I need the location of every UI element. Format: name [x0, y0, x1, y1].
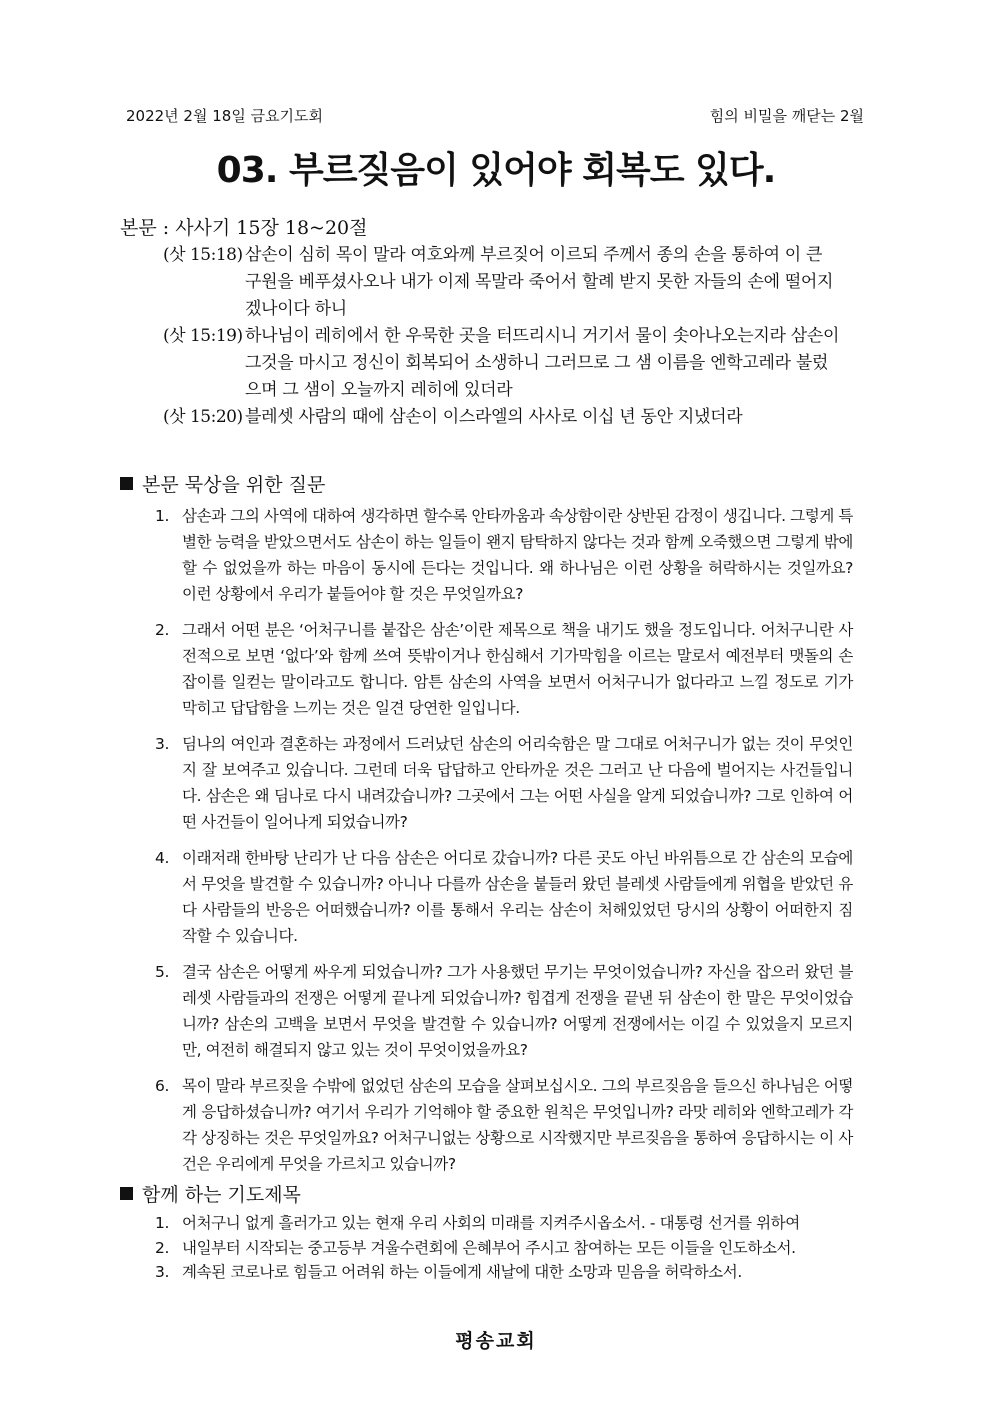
header-theme: 힘의 비밀을 깨닫는 2월 — [709, 107, 864, 125]
list-item — [155, 845, 853, 949]
list-item — [155, 1211, 855, 1236]
list-item — [155, 1236, 855, 1261]
item-text: 이래저래 한바탕 난리가 난 다음 삼손은 어디로 갔습니까? 다른 곳도 아닌 바위틈으로 간 삼손의 모습에서 무엇을 발견할 수 있습니까? 아니나 다를까 삼손을 붙들러 왔던 블레셋 사람들에게 위협을 받았던 유다 사람들의 반응은 어떠했습니까? 이를 통해서 우리는 삼손이 처해있었던 당시의 상황이 어떠한지 짐작할 수 있습니다. — [182, 849, 853, 945]
prayer-list — [155, 1211, 855, 1285]
item-number: 2. — [155, 1238, 169, 1257]
verse — [163, 242, 843, 323]
scripture-verses — [163, 242, 843, 431]
square-bullet-icon — [120, 1187, 133, 1200]
section-title: 함께 하는 기도제목 — [142, 1184, 301, 1206]
meditation-section-heading — [120, 470, 325, 497]
item-text: 내일부터 시작되는 중고등부 겨울수련회에 은혜부어 주시고 참여하는 모든 이들을 인도하소서. — [182, 1238, 796, 1257]
list-item — [155, 617, 853, 721]
verse — [163, 323, 843, 404]
item-number: 6. — [155, 1077, 169, 1095]
item-number: 4. — [155, 849, 169, 867]
item-text: 딤나의 여인과 결혼하는 과정에서 드러났던 삼손의 어리숙함은 말 그대로 어처구니가 없는 것이 무엇인지 잘 보여주고 있습니다. 그런데 더욱 답답하고 안타까운 것은 그러고 난 다음에 벌어지는 사건들입니다. 삼손은 왜 딤나로 다시 내려갔습니까? 그곳에서 그는 어떤 사실을 알게 되었습니까? 그로 인하여 어떤 사건들이 일어나게 되었습니까? — [182, 735, 853, 831]
item-number: 1. — [155, 507, 169, 525]
item-text: 결국 삼손은 어떻게 싸우게 되었습니까? 그가 사용했던 무기는 무엇이었습니까? 자신을 잡으러 왔던 블레셋 사람들과의 전쟁은 어떻게 끝나게 되었습니까? 힘겹게 전쟁을 끝낸 뒤 삼손이 한 말은 무엇이었습니까? 삼손의 고백을 보면서 무엇을 발견할 수 있습니까? 어떻게 전쟁에서는 이길 수 있었을지 모르지만, 여전히 해결되지 않고 있는 것이 무엇이었을까요? — [182, 963, 853, 1059]
item-text: 목이 말라 부르짖을 수밖에 없었던 삼손의 모습을 살펴보십시오. 그의 부르짖음을 들으신 하나님은 어떻게 응답하셨습니까? 여기서 우리가 기억해야 할 중요한 원칙은 무엇입니까? 라맛 레히와 엔학고레가 각각 상징하는 것은 무엇일까요? 어처구니없는 상황으로 시작했지만 부르짖음을 통하여 응답하시는 이 사건은 우리에게 무엇을 가르치고 있습니까? — [182, 1077, 853, 1173]
list-item — [155, 503, 853, 607]
verse-ref: (삿 15:20) — [163, 407, 243, 427]
item-text: 계속된 코로나로 힘들고 어려워 하는 이들에게 새날에 대한 소망과 믿음을 허락하소서. — [182, 1263, 742, 1281]
list-item — [155, 1073, 853, 1177]
list-item — [155, 1260, 855, 1285]
verse-text: 하나님이 레히에서 한 우묵한 곳을 터뜨리시니 거기서 물이 솟아나오는지라 삼손이 그것을 마시고 정신이 회복되어 소생하니 그러므로 그 샘 이름을 엔학고레라 불렀으며 그 샘이 오늘까지 레히에 있더라 — [245, 326, 840, 400]
list-item — [155, 731, 853, 835]
page-title: 03. 부르짖음이 있어야 회복도 있다. — [216, 150, 776, 191]
item-number: 3. — [155, 735, 169, 753]
verse-ref: (삿 15:19) — [163, 326, 243, 346]
item-number: 2. — [155, 621, 169, 639]
item-text: 삼손과 그의 사역에 대하여 생각하면 할수록 안타까움과 속상함이란 상반된 감정이 생깁니다. 그렇게 특별한 능력을 받았으면서도 삼손이 하는 일들이 왠지 탐탁하지 않다는 것과 함께 오죽했으면 그렇게 밖에 할 수 없었을까 하는 마음이 동시에 든다는 것입니다. 왜 하나님은 이런 상황을 허락하시는 것일까요? 이런 상황에서 우리가 붙들어야 할 것은 무엇일까요? — [182, 507, 853, 603]
list-item — [155, 959, 853, 1063]
verse — [163, 404, 843, 431]
item-text: 그래서 어떤 분은 ‘어처구니를 붙잡은 삼손’이란 제목으로 책을 내기도 했을 정도입니다. 어처구니란 사전적으로 보면 ‘없다’와 함께 쓰여 뜻밖이거나 한심해서 기가막힘을 이르는 말로서 예전부터 맷돌의 손잡이를 일컫는 말이라고도 합니다. 암튼 삼손의 사역을 보면서 어처구니가 없다라고 느낄 정도로 기가 막히고 답답함을 느끼는 것은 일견 당연한 일입니다. — [182, 621, 853, 717]
verse-ref: (삿 15:18) — [163, 245, 243, 265]
section-title: 본문 묵상을 위한 질문 — [142, 474, 326, 496]
verse-text: 삼손이 심히 목이 말라 여호와께 부르짖어 이르되 주께서 종의 손을 통하여 이 큰 구원을 베푸셨사오나 내가 이제 목말라 죽어서 할례 받지 못한 자들의 손에 떨어지겠나이다 하니 — [245, 245, 834, 319]
meditation-question-list — [155, 503, 853, 1187]
item-number: 3. — [155, 1263, 169, 1281]
prayer-section-heading — [120, 1180, 301, 1207]
item-text: 어처구니 없게 흘러가고 있는 현재 우리 사회의 미래를 지켜주시옵소서. - 대통령 선거를 위하여 — [182, 1214, 800, 1232]
square-bullet-icon — [120, 477, 133, 490]
header-date: 2022년 2월 18일 금요기도회 — [126, 107, 324, 125]
item-number: 5. — [155, 963, 169, 981]
church-logo: 평송교회 — [455, 1330, 537, 1352]
passage-reference: 본문 : 사사기 15장 18~20절 — [120, 217, 368, 239]
item-number: 1. — [155, 1214, 169, 1232]
verse-text: 블레셋 사람의 때에 삼손이 이스라엘의 사사로 이십 년 동안 지냈더라 — [245, 407, 743, 427]
